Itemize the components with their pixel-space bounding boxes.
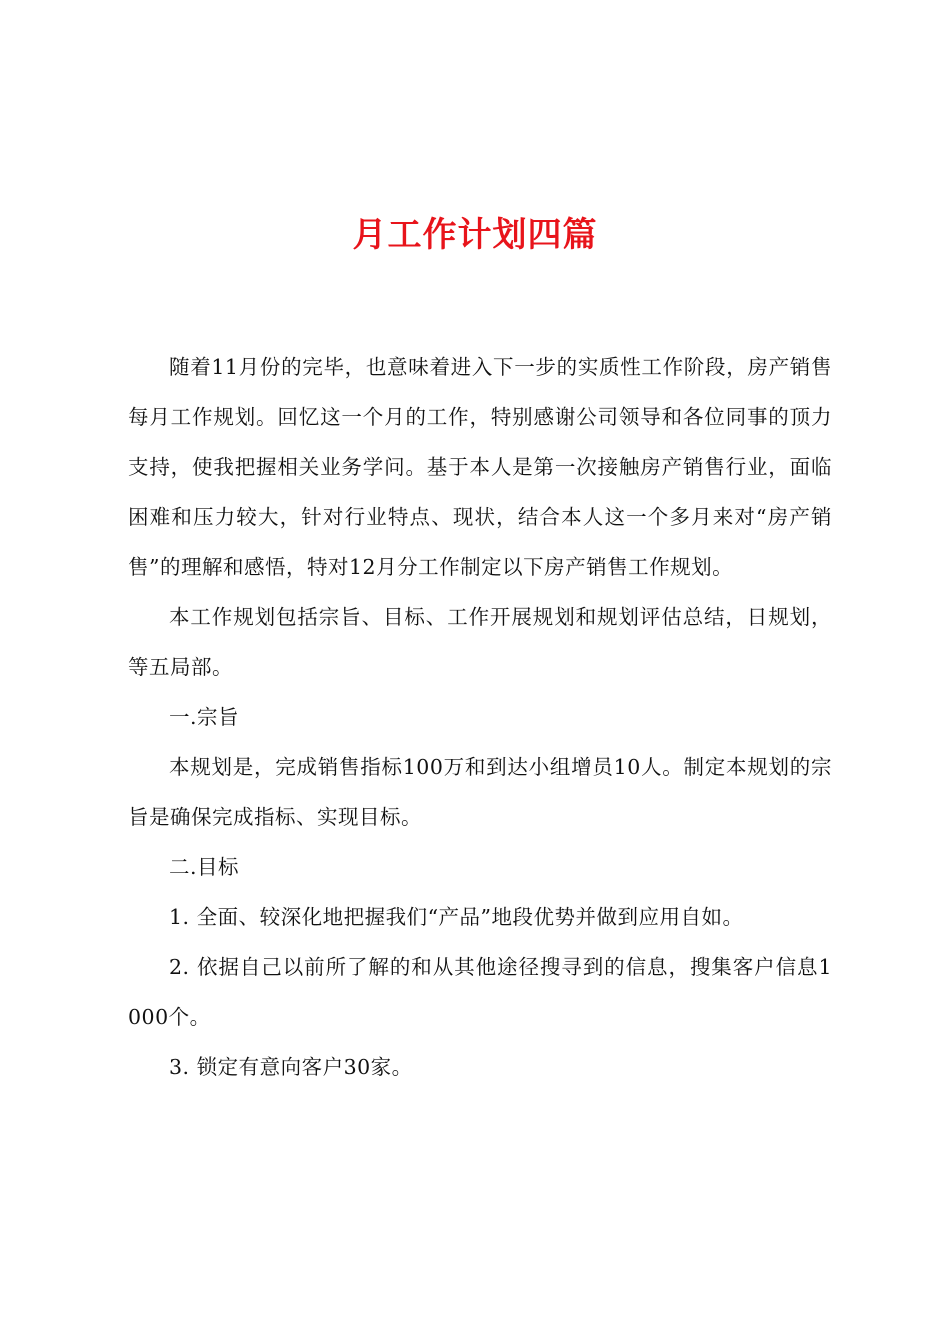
paragraph-purpose: 本规划是，完成销售指标100万和到达小组增员10人。制定本规划的宗旨是确保完成指标、实现目标。 (128, 755, 832, 829)
document-body (128, 342, 832, 1092)
goal-item-1: 1. 全面、较深化地把握我们“产品”地段优势并做到应用自如。 (169, 905, 744, 929)
paragraph-plan-scope: 本工作规划包括宗旨、目标、工作开展规划和规划评估总结，日规划，等五局部。 (128, 605, 832, 679)
section-heading-purpose: 一.宗旨 (169, 705, 240, 729)
goal-item-2: 2. 依据自己以前所了解的和从其他途径搜寻到的信息，搜集客户信息1000个。 (128, 955, 832, 1029)
goal-item-3: 3. 锁定有意向客户30家。 (169, 1055, 413, 1079)
paragraph-intro: 随着11月份的完毕，也意味着进入下一步的实质性工作阶段，房产销售每月工作规划。回忆这一个月的工作，特别感谢公司领导和各位同事的顶力支持，使我把握相关业务学问。基于本人是第一次接触房产销售行业，面临困难和压力较大，针对行业特点、现状，结合本人这一个多月来对“房产销售”的理解和感悟，特对12月分工作制定以下房产销售工作规划。 (128, 355, 832, 579)
document-title: 月工作计划四篇 (352, 215, 598, 255)
section-heading-goals: 二.目标 (169, 855, 240, 879)
